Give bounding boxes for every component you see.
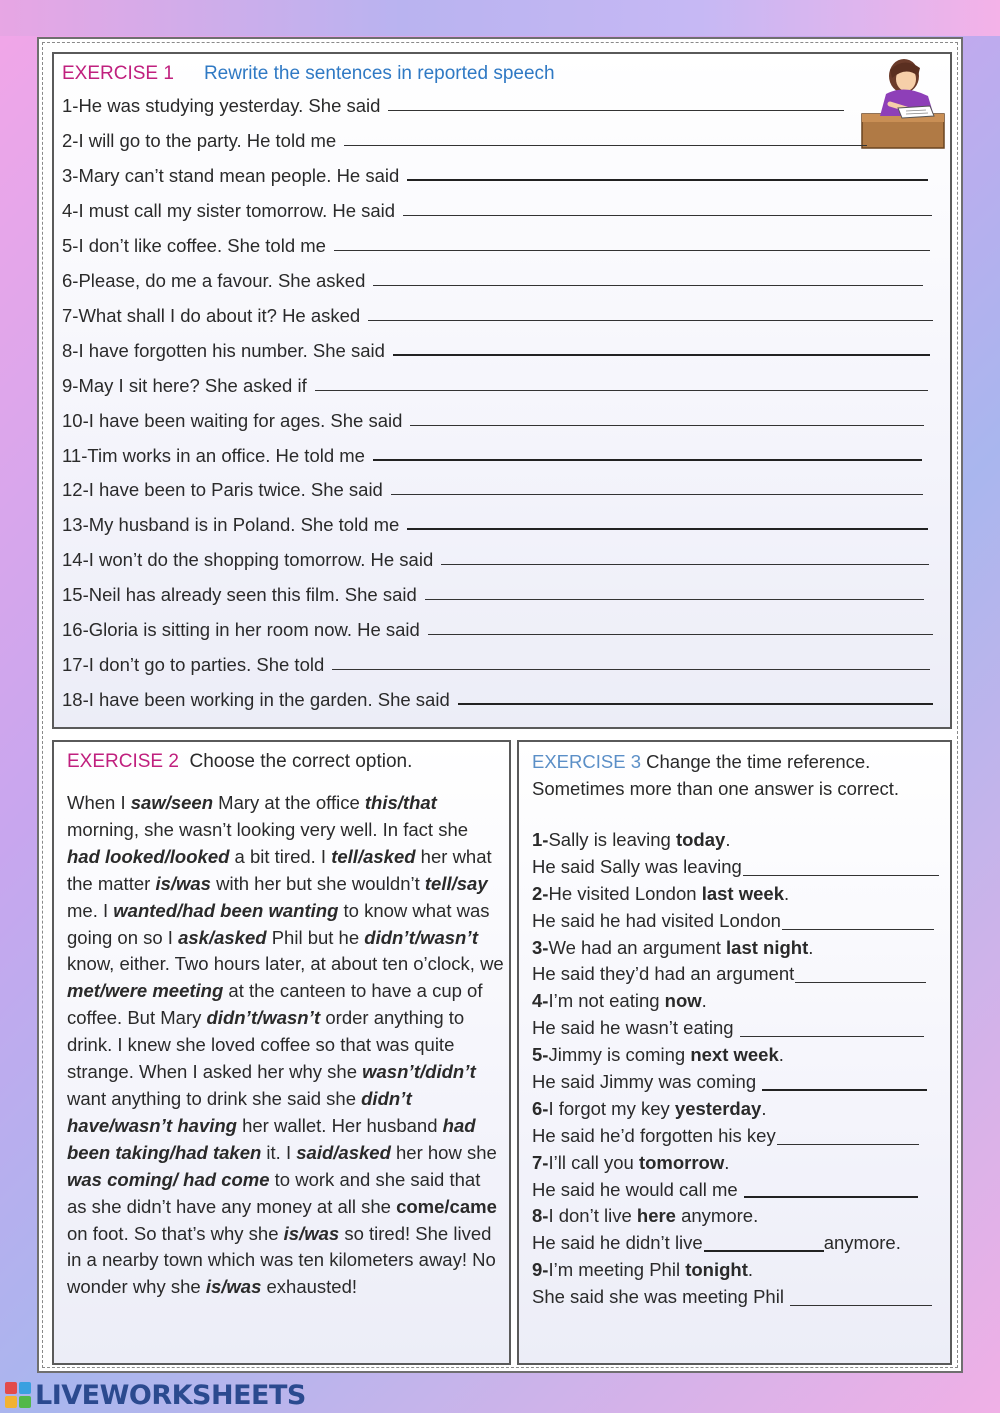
exercise-1-item — [62, 576, 924, 606]
passage-text: Phil but he — [266, 926, 365, 948]
time-expression: today — [675, 828, 726, 850]
item-number: 9- — [532, 1259, 549, 1281]
prompt-text: He visited London — [548, 882, 702, 904]
answer-blank[interactable] — [410, 425, 924, 426]
exercise-2-header — [67, 751, 412, 773]
passage-text: a bit tired. I — [229, 845, 332, 867]
exercise-1-item — [62, 541, 929, 571]
logo-icon — [5, 1382, 31, 1408]
answer-blank[interactable] — [373, 285, 923, 286]
exercise-3-answer-line — [532, 908, 947, 935]
exercise-1-item-text: 6-Please, do me a favour. She asked — [62, 269, 366, 291]
exercise-1-item-text: 5-I don’t like coffee. She told me — [62, 234, 326, 256]
exercise-1-item — [62, 681, 933, 711]
exercise-1-item-text: 9-May I sit here? She asked if — [62, 374, 307, 396]
item-number: 7- — [532, 1151, 549, 1173]
passage-text: to know what was going on so I — [67, 899, 490, 948]
exercise-2-instruction: Choose the correct option. — [189, 751, 413, 772]
exercise-3-prompt — [532, 1042, 947, 1069]
exercise-3-prompt — [532, 1203, 947, 1230]
exercise-3-answer-line — [532, 1230, 947, 1257]
option-choice[interactable]: is/was — [205, 1276, 262, 1298]
answer-blank[interactable] — [744, 1196, 918, 1198]
prompt-text: Sally is leaving — [548, 828, 676, 850]
option-choice[interactable]: wanted/had been wanting — [113, 899, 339, 921]
time-expression: tomorrow — [638, 1151, 725, 1173]
exercise-3-prompt — [532, 988, 947, 1015]
exercise-1-item — [62, 437, 922, 467]
answer-blank[interactable] — [425, 599, 924, 600]
option-choice[interactable]: had been taking/had taken — [67, 1114, 476, 1163]
answer-blank[interactable] — [777, 1144, 919, 1145]
prompt-text: . — [724, 1151, 730, 1173]
exercise-3-label: EXERCISE 3 — [532, 751, 641, 772]
option-choice[interactable]: is/was — [283, 1222, 340, 1244]
exercise-3-answer-line — [532, 1284, 947, 1311]
answer-blank[interactable] — [441, 564, 929, 565]
exercise-3-prompt — [532, 827, 947, 854]
answer-blank[interactable] — [704, 1250, 824, 1252]
exercise-1-item — [62, 367, 928, 397]
option-choice[interactable]: tell/asked — [331, 845, 416, 867]
time-expression: here — [636, 1205, 676, 1227]
answer-blank[interactable] — [740, 1036, 924, 1037]
passage-text: morning, she wasn’t looking very well. In fact she — [67, 818, 469, 840]
exercise-1-item-text: 3-Mary can’t stand mean people. He said — [62, 164, 400, 186]
option-choice[interactable]: didn’t/wasn’t — [364, 926, 478, 948]
answer-blank[interactable] — [332, 669, 930, 670]
item-number: 4- — [532, 990, 549, 1012]
exercise-3-answer-line — [532, 1069, 947, 1096]
exercise-1-item-text: 10-I have been waiting for ages. She said — [62, 409, 403, 431]
answer-blank[interactable] — [407, 528, 928, 530]
logo-text: LIVEWORKSHEETS — [35, 1379, 306, 1411]
liveworksheets-logo — [5, 1381, 306, 1409]
exercise-3-prompt — [532, 1096, 947, 1123]
answer-blank[interactable] — [368, 320, 933, 321]
item-number: 6- — [532, 1097, 549, 1119]
passage-text: want anything to drink she said she — [67, 1087, 362, 1109]
answer-blank[interactable] — [790, 1305, 932, 1306]
option-choice[interactable]: didn’t have/wasn’t having — [67, 1087, 412, 1136]
answer-prefix: He said he didn’t live — [532, 1232, 703, 1254]
prompt-text: anymore. — [675, 1205, 759, 1227]
option-choice[interactable]: had looked/looked — [67, 845, 230, 867]
prompt-text: I’m not eating — [548, 990, 665, 1012]
option-choice[interactable]: met/were meeting — [67, 980, 224, 1002]
prompt-text: . — [761, 1097, 767, 1119]
exercise-1-item-text: 2-I will go to the party. He told me — [62, 129, 337, 151]
exercise-1-item — [62, 506, 928, 536]
time-expression: now — [664, 990, 702, 1012]
option-choice[interactable]: tell/say — [424, 872, 488, 894]
exercise-1-item — [62, 332, 930, 362]
prompt-text: I don’t live — [548, 1205, 637, 1227]
time-expression: last week — [701, 882, 784, 904]
item-number: 8- — [532, 1205, 549, 1227]
exercise-3-prompt — [532, 1150, 947, 1177]
option-choice[interactable]: ask/asked — [178, 926, 267, 948]
item-number: 3- — [532, 936, 549, 958]
answer-blank[interactable] — [407, 179, 928, 181]
exercise-1-item — [62, 87, 844, 117]
prompt-text: . — [783, 882, 790, 904]
exercise-3-instruction: Change the time reference. — [646, 751, 871, 772]
exercise-2-box — [52, 740, 511, 1365]
answer-prefix: He said he’d forgotten his key — [532, 1124, 776, 1146]
answer-blank[interactable] — [428, 634, 933, 635]
exercise-1-item-text: 1-He was studying yesterday. She said — [62, 95, 381, 116]
time-expression: last night — [726, 936, 809, 958]
exercise-1-item-text: 13-My husband is in Poland. She told me — [62, 514, 400, 536]
answer-prefix: He said Jimmy was coming — [532, 1071, 757, 1092]
answer-blank[interactable] — [344, 145, 867, 146]
exercise-3-prompt — [532, 935, 947, 962]
passage-text: me. I — [67, 899, 114, 921]
exercise-3-prompt — [532, 881, 947, 908]
exercise-1-item — [62, 471, 923, 501]
answer-blank[interactable] — [315, 390, 928, 391]
answer-prefix: He said they’d had an argument — [532, 963, 795, 985]
exercise-1-item — [62, 192, 932, 222]
exercise-1-item-text: 4-I must call my sister tomorrow. He said — [62, 199, 396, 221]
exercise-3-prompt — [532, 1257, 947, 1284]
item-number: 5- — [532, 1044, 549, 1066]
prompt-text: I’m meeting Phil — [548, 1259, 686, 1281]
passage-text: her wallet. Her husband — [236, 1114, 443, 1136]
item-number: 2- — [532, 882, 549, 904]
prompt-text: . — [747, 1259, 754, 1281]
answer-blank[interactable] — [762, 1089, 927, 1091]
answer-prefix: He said he wasn’t eating — [532, 1017, 734, 1039]
answer-prefix: He said he had visited London — [532, 909, 781, 931]
passage-text: order anything to drink. I knew she loved coffee so that was quite strange. When I asked her why she — [67, 1007, 465, 1083]
exercise-1-label: EXERCISE 1 — [62, 63, 174, 84]
answer-suffix: anymore. — [823, 1232, 901, 1254]
passage-text: with her but she wouldn’t — [210, 872, 425, 894]
option-choice[interactable]: said/asked — [296, 1141, 391, 1163]
prompt-text: I forgot my key — [548, 1097, 675, 1119]
exercise-1-item — [62, 157, 928, 187]
exercise-2-label: EXERCISE 2 — [67, 751, 179, 772]
answer-blank[interactable] — [334, 250, 930, 251]
answer-blank[interactable] — [373, 459, 922, 461]
exercise-1-item — [62, 122, 867, 152]
answer-blank[interactable] — [388, 110, 844, 111]
exercise-1-item — [62, 646, 930, 676]
answer-blank[interactable] — [393, 354, 930, 356]
exercise-2-passage — [67, 790, 505, 1301]
exercise-1-item-text: 17-I don’t go to parties. She told — [62, 654, 325, 676]
option-choice[interactable]: this/that — [364, 792, 437, 813]
passage-text: know, either. Two hours later, at about ten o’clock, we — [67, 953, 504, 975]
exercise-1-item-text: 14-I won’t do the shopping tomorrow. He said — [62, 549, 434, 571]
exercise-1-header — [62, 63, 555, 85]
exercise-1-item — [62, 611, 933, 641]
exercise-1-item — [62, 262, 923, 292]
answer-blank[interactable] — [782, 929, 934, 930]
answer-prefix: He said Sally was leaving — [532, 855, 742, 877]
passage-text: so tired! She lived in a nearby town which was ten kilometers away! No wonder why she — [67, 1222, 496, 1298]
exercise-3-answer-line — [532, 1123, 947, 1150]
answer-blank[interactable] — [795, 982, 926, 983]
answer-prefix: She said she was meeting Phil — [532, 1286, 784, 1308]
option-choice[interactable]: was coming/ had come — [67, 1168, 270, 1190]
time-expression: next week — [690, 1044, 779, 1066]
passage-text: at the canteen to have a cup of coffee. But Mary — [67, 980, 483, 1029]
exercise-3-answer-line — [532, 1015, 947, 1042]
exercise-1-item-text: 11-Tim works in an office. He told me — [62, 444, 365, 466]
exercise-3-header — [532, 748, 942, 802]
answer-blank[interactable] — [391, 494, 923, 495]
answer-blank[interactable] — [403, 215, 932, 216]
exercise-1-item-text: 15-Neil has already seen this film. She said — [62, 584, 417, 606]
passage-text: on foot. So that’s why she — [67, 1222, 284, 1244]
prompt-text: I’ll call you — [548, 1151, 639, 1173]
exercise-1-item — [62, 402, 924, 432]
option-choice[interactable]: come/came — [396, 1195, 497, 1217]
passage-text: Mary at the office — [213, 792, 365, 813]
exercise-3-box — [517, 740, 952, 1365]
passage-text: to work and she said that as she didn’t have any money at all she — [67, 1168, 481, 1217]
passage-text: When I — [67, 792, 131, 813]
passage-text: her how she — [390, 1141, 497, 1163]
exercise-1-instruction: Rewrite the sentences in reported speech — [203, 63, 555, 84]
exercise-1-item-text: 8-I have forgotten his number. She said — [62, 339, 385, 361]
student-writing-icon — [860, 54, 946, 150]
option-choice[interactable]: is/was — [155, 872, 211, 894]
answer-blank[interactable] — [743, 875, 939, 876]
passage-text: it. I — [261, 1141, 297, 1163]
exercise-1-item-text: 7-What shall I do about it? He asked — [62, 304, 361, 326]
exercise-1-item — [62, 297, 933, 327]
prompt-text: We had an argument — [548, 936, 727, 958]
exercise-3-note: Sometimes more than one answer is correct. — [532, 778, 900, 799]
prompt-text: . — [778, 1044, 784, 1066]
option-choice[interactable]: wasn’t/didn’t — [362, 1061, 476, 1083]
time-expression: yesterday — [674, 1097, 762, 1119]
exercise-3-answer-line — [532, 1177, 947, 1204]
prompt-text: . — [725, 828, 731, 850]
passage-text: her what the matter — [67, 845, 492, 894]
exercise-3-answer-line — [532, 854, 947, 881]
prompt-text: Jimmy is coming — [548, 1044, 691, 1066]
exercise-1-box — [52, 52, 952, 729]
passage-text: exhausted! — [261, 1276, 358, 1298]
exercise-1-item-text: 18-I have been working in the garden. She said — [62, 689, 450, 711]
exercise-3-answer-line — [532, 961, 947, 988]
exercise-1-item-text: 12-I have been to Paris twice. She said — [62, 479, 383, 501]
exercise-3-list — [532, 827, 947, 1311]
prompt-text: . — [701, 990, 707, 1012]
option-choice[interactable]: saw/seen — [130, 792, 214, 813]
answer-blank[interactable] — [458, 703, 933, 705]
prompt-text: . — [808, 936, 814, 958]
exercise-1-item-text: 16-Gloria is sitting in her room now. He said — [62, 619, 420, 641]
item-number: 1- — [532, 828, 549, 850]
option-choice[interactable]: didn’t/wasn’t — [206, 1007, 321, 1029]
time-expression: tonight — [685, 1259, 748, 1281]
top-banner — [0, 0, 1000, 36]
exercise-1-item — [62, 227, 930, 257]
answer-prefix: He said he would call me — [532, 1178, 738, 1200]
